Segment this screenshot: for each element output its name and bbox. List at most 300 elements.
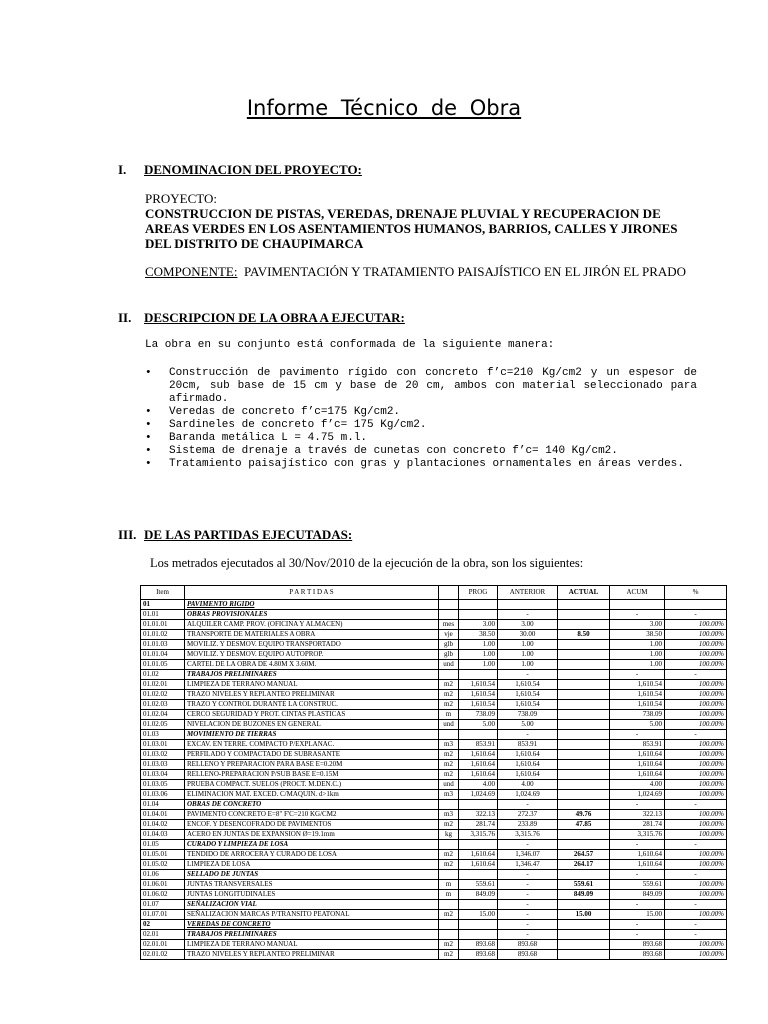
table-row (141, 920, 727, 930)
component-value: PAVIMENTACIÓN Y TRATAMIENTO PAISAJÍSTICO EN EL JIRÓN EL PRADO (243, 264, 687, 279)
cell-percent: 100.00% (665, 740, 727, 750)
table-row (141, 660, 727, 670)
cell-acum: 853.91 (610, 740, 665, 750)
cell-acum: - (610, 610, 665, 620)
cell-description: TRAZO Y CONTROL DURANTE LA CONSTRUC. (185, 700, 439, 710)
cell-actual (558, 640, 610, 650)
cell-actual: 849.09 (558, 890, 610, 900)
cell-item: 01.02.01 (141, 680, 185, 690)
cell-item: 01.01.01 (141, 620, 185, 630)
cell-description: LIMPIEZA DE TERRANO MANUAL (185, 680, 439, 690)
cell-prog: 1,610.64 (459, 860, 498, 870)
cell-description: MOVILIZ. Y DESMOV. EQUIPO AUTOPROP. (185, 650, 439, 660)
cell-description: PAVIMENTO RIGIDO (185, 600, 439, 610)
header-partidas: P A R T I D A S (185, 586, 439, 600)
bullet-text: Tratamiento paisajístico con gras y plantaciones ornamentales en áreas verdes. (169, 458, 684, 470)
cell-description: ALQUILER CAMP. PROV. (OFICINA Y ALMACEN) (185, 620, 439, 630)
table-row (141, 610, 727, 620)
table-row (141, 810, 727, 820)
table-row (141, 900, 727, 910)
cell-prog: 1,610.64 (459, 760, 498, 770)
component-line (145, 264, 705, 279)
cell-description: VEREDAS DE CONCRETO (185, 920, 439, 930)
table-row (141, 740, 727, 750)
cell-unit: m2 (439, 940, 459, 950)
cell-acum: 1.00 (610, 640, 665, 650)
cell-acum: - (610, 920, 665, 930)
cell-actual (558, 900, 610, 910)
table-row (141, 890, 727, 900)
bullet-glyph: • (145, 367, 152, 379)
cell-actual (558, 760, 610, 770)
cell-anterior: 5.00 (498, 720, 558, 730)
table-row (141, 830, 727, 840)
bullet-text: Baranda metálica L = 4.75 m.l. (169, 432, 368, 444)
cell-percent: 100.00% (665, 770, 727, 780)
cell-percent: 100.00% (665, 860, 727, 870)
cell-percent: 100.00% (665, 680, 727, 690)
section-title: DESCRIPCION DE LA OBRA A EJECUTAR: (144, 310, 405, 325)
cell-acum: 893.68 (610, 950, 665, 960)
cell-percent: 100.00% (665, 820, 727, 830)
table-row (141, 840, 727, 850)
cell-prog: 849.09 (459, 890, 498, 900)
table-header-row (141, 586, 727, 600)
cell-actual (558, 700, 610, 710)
cell-prog: 1,610.54 (459, 690, 498, 700)
cell-percent: 100.00% (665, 940, 727, 950)
cell-description: LIMPIEZA DE LOSA (185, 860, 439, 870)
cell-description: JUNTAS LONGITUDINALES (185, 890, 439, 900)
cell-description: SELLADO DE JUNTAS (185, 870, 439, 880)
cell-prog: 1,610.54 (459, 700, 498, 710)
cell-item: 02.01.02 (141, 950, 185, 960)
cell-prog: 1.00 (459, 650, 498, 660)
cell-prog: 1.00 (459, 640, 498, 650)
metrados-sentence: Los metrados ejecutados al 30/Nov/2010 de la ejecución de la obra, son los siguientes: (150, 556, 584, 570)
cell-percent: 100.00% (665, 650, 727, 660)
table-row (141, 600, 727, 610)
cell-description: OBRAS PROVISIONALES (185, 610, 439, 620)
cell-actual (558, 940, 610, 950)
cell-unit (439, 800, 459, 810)
cell-item: 01 (141, 600, 185, 610)
table-row (141, 870, 727, 880)
cell-percent: 100.00% (665, 880, 727, 890)
cell-description: RELLENO-PREPARACION P/SUB BASE E=0.15M (185, 770, 439, 780)
cell-unit: m2 (439, 690, 459, 700)
cell-percent: 100.00% (665, 640, 727, 650)
cell-unit: m3 (439, 810, 459, 820)
cell-unit: und (439, 780, 459, 790)
cell-item: 01.07.01 (141, 910, 185, 920)
cell-actual (558, 620, 610, 630)
table-row (141, 640, 727, 650)
header-actual: ACTUAL (558, 586, 610, 600)
cell-unit: m2 (439, 680, 459, 690)
table-row (141, 670, 727, 680)
cell-actual (558, 950, 610, 960)
cell-item: 01.05.01 (141, 850, 185, 860)
table-row (141, 690, 727, 700)
cell-actual: 559.61 (558, 880, 610, 890)
cell-unit: m2 (439, 860, 459, 870)
cell-percent: 100.00% (665, 780, 727, 790)
cell-actual (558, 730, 610, 740)
cell-item: 01.02 (141, 670, 185, 680)
table-row (141, 780, 727, 790)
cell-acum: - (610, 840, 665, 850)
cell-actual (558, 610, 610, 620)
header-item: Item (141, 586, 185, 600)
cell-acum: - (610, 730, 665, 740)
cell-acum: 1,610.54 (610, 700, 665, 710)
cell-prog: 38.50 (459, 630, 498, 640)
project-label: PROYECTO: (145, 191, 217, 206)
cell-unit (439, 610, 459, 620)
cell-actual (558, 690, 610, 700)
cell-anterior: - (498, 870, 558, 880)
cell-prog (459, 920, 498, 930)
table-row (141, 950, 727, 960)
cell-prog: 853.91 (459, 740, 498, 750)
cell-actual (558, 840, 610, 850)
cell-prog: 281.74 (459, 820, 498, 830)
cell-actual (558, 720, 610, 730)
cell-prog: 1,610.64 (459, 770, 498, 780)
cell-prog: 1,024.69 (459, 790, 498, 800)
cell-prog (459, 840, 498, 850)
cell-percent: 100.00% (665, 620, 727, 630)
cell-acum: 322.13 (610, 810, 665, 820)
cell-percent: 100.00% (665, 950, 727, 960)
cell-item: 01.03.05 (141, 780, 185, 790)
cell-actual (558, 800, 610, 810)
cell-item: 02.01 (141, 930, 185, 940)
cell-item: 01.06.01 (141, 880, 185, 890)
partidas-table (140, 585, 727, 960)
cell-prog (459, 670, 498, 680)
cell-item: 01.04 (141, 800, 185, 810)
cell-unit: glb (439, 640, 459, 650)
table-row (141, 860, 727, 870)
cell-anterior: - (498, 730, 558, 740)
cell-unit (439, 900, 459, 910)
cell-unit: m2 (439, 820, 459, 830)
cell-prog (459, 900, 498, 910)
cell-acum: - (610, 800, 665, 810)
cell-anterior: 233.89 (498, 820, 558, 830)
table-row (141, 750, 727, 760)
cell-anterior: - (498, 670, 558, 680)
cell-description: SEÑALIZACION MARCAS P/TRANSITO PEATONAL (185, 910, 439, 920)
bullet-item (145, 432, 697, 445)
cell-acum: 1,610.54 (610, 680, 665, 690)
cell-acum: - (610, 930, 665, 940)
cell-actual (558, 650, 610, 660)
cell-description: MOVILIZ. Y DESMOV. EQUIPO TRANSPORTADO (185, 640, 439, 650)
cell-anterior: 1.00 (498, 650, 558, 660)
cell-anterior: 4.00 (498, 780, 558, 790)
cell-unit (439, 600, 459, 610)
cell-description: LIMPIEZA DE TERRANO MANUAL (185, 940, 439, 950)
cell-anterior: 1.00 (498, 660, 558, 670)
cell-anterior: 1,610.54 (498, 690, 558, 700)
cell-unit: und (439, 720, 459, 730)
cell-item: 02.01.01 (141, 940, 185, 950)
cell-prog: 322.13 (459, 810, 498, 820)
cell-actual (558, 830, 610, 840)
cell-description: ENCOF. Y DESENCOFRADO DE PAVIMENTOS (185, 820, 439, 830)
cell-description: CURADO Y LIMPIEZA DE LOSA (185, 840, 439, 850)
cell-percent: 100.00% (665, 790, 727, 800)
cell-actual: 264.17 (558, 860, 610, 870)
bullet-item (145, 458, 697, 471)
cell-anterior: - (498, 890, 558, 900)
cell-item: 01.01.05 (141, 660, 185, 670)
cell-anterior: 1,024.69 (498, 790, 558, 800)
cell-prog: 1,610.64 (459, 850, 498, 860)
cell-unit: m (439, 890, 459, 900)
cell-acum: 4.00 (610, 780, 665, 790)
table-row (141, 730, 727, 740)
cell-anterior: 3,315.76 (498, 830, 558, 840)
cell-percent: 100.00% (665, 720, 727, 730)
bullet-item (145, 445, 697, 458)
cell-acum: 1,610.64 (610, 770, 665, 780)
bullet-text: Construcción de pavimento rígido con concreto f’c=210 Kg/cm2 y un espesor de 20cm, sub base de 15 cm y base de 20 cm, ambos con material seleccionado para afirmado. (169, 367, 697, 405)
table-body (141, 600, 727, 960)
section-1-heading (118, 162, 362, 178)
cell-item: 01.01.03 (141, 640, 185, 650)
cell-percent: 100.00% (665, 760, 727, 770)
cell-percent: 100.00% (665, 910, 727, 920)
cell-item: 01.02.02 (141, 690, 185, 700)
cell-percent: 100.00% (665, 830, 727, 840)
cell-percent: 100.00% (665, 710, 727, 720)
cell-item: 01.06 (141, 870, 185, 880)
cell-anterior: 1,610.54 (498, 700, 558, 710)
cell-item: 01.04.01 (141, 810, 185, 820)
cell-acum: 849.09 (610, 890, 665, 900)
document-title: Informe Técnico de Obra (246, 96, 522, 120)
table-row (141, 650, 727, 660)
cell-unit: m2 (439, 950, 459, 960)
cell-actual (558, 740, 610, 750)
cell-anterior: - (498, 800, 558, 810)
bullet-text: Veredas de concreto f’c=175 Kg/cm2. (169, 406, 401, 418)
cell-percent: - (665, 900, 727, 910)
cell-percent: - (665, 730, 727, 740)
cell-prog (459, 730, 498, 740)
cell-percent: 100.00% (665, 810, 727, 820)
cell-description: JUNTAS TRANSVERSALES (185, 880, 439, 890)
cell-item: 01.03.02 (141, 750, 185, 760)
cell-anterior: 1.00 (498, 640, 558, 650)
bullet-glyph: • (145, 445, 152, 457)
cell-anterior: 893.68 (498, 950, 558, 960)
header-prog: PROG (459, 586, 498, 600)
cell-unit: m2 (439, 760, 459, 770)
cell-description: TRABAJOS PRELIMINARES (185, 930, 439, 940)
header-percent: % (665, 586, 727, 600)
cell-item: 01.03.01 (141, 740, 185, 750)
cell-description: TRABAJOS PRELIMINARES (185, 670, 439, 680)
cell-item: 01.01.02 (141, 630, 185, 640)
bullet-text: Sistema de drenaje a través de cunetas con concreto f’c= 140 Kg/cm2. (169, 445, 618, 457)
cell-actual (558, 660, 610, 670)
description-bullets (145, 367, 697, 471)
section-number: III. (118, 527, 137, 542)
cell-anterior (498, 600, 558, 610)
cell-item: 01.03.03 (141, 760, 185, 770)
cell-description: TRAZO NIVELES Y REPLANTEO PRELIMINAR (185, 690, 439, 700)
component-label: COMPONENTE: (145, 264, 238, 279)
cell-acum: 738.09 (610, 710, 665, 720)
cell-description: TRANSPORTE DE MATERIALES A OBRA (185, 630, 439, 640)
cell-acum: 1,610.64 (610, 860, 665, 870)
cell-description: SEÑALIZACION VIAL (185, 900, 439, 910)
cell-unit: kg (439, 830, 459, 840)
cell-acum: - (610, 870, 665, 880)
table-row (141, 710, 727, 720)
cell-unit (439, 920, 459, 930)
cell-item: 01.04.03 (141, 830, 185, 840)
cell-prog (459, 800, 498, 810)
cell-unit: m2 (439, 850, 459, 860)
cell-unit: glb (439, 650, 459, 660)
header-acum: ACUM (610, 586, 665, 600)
cell-percent: - (665, 920, 727, 930)
section-title: DENOMINACION DEL PROYECTO: (144, 162, 362, 177)
cell-actual: 49.76 (558, 810, 610, 820)
cell-percent: - (665, 870, 727, 880)
cell-acum: 1,610.54 (610, 690, 665, 700)
table-row (141, 880, 727, 890)
cell-item: 02 (141, 920, 185, 930)
cell-anterior: - (498, 930, 558, 940)
cell-acum: 1,024.69 (610, 790, 665, 800)
cell-actual (558, 790, 610, 800)
table-row (141, 800, 727, 810)
cell-unit (439, 930, 459, 940)
cell-prog: 15.00 (459, 910, 498, 920)
section-number: I. (118, 162, 127, 177)
cell-percent: - (665, 670, 727, 680)
bullet-item (145, 406, 697, 419)
cell-prog (459, 610, 498, 620)
cell-description: ELIMINACION MAT. EXCED. C/MAQUIN. d>1km (185, 790, 439, 800)
cell-item: 01.03.06 (141, 790, 185, 800)
header-unit (439, 586, 459, 600)
cell-actual (558, 770, 610, 780)
table-row (141, 720, 727, 730)
cell-anterior: - (498, 880, 558, 890)
cell-actual (558, 750, 610, 760)
section-3-heading (118, 527, 352, 543)
cell-prog: 893.68 (459, 940, 498, 950)
cell-item: 01.01 (141, 610, 185, 620)
cell-acum: - (610, 670, 665, 680)
cell-unit: vje (439, 630, 459, 640)
cell-unit (439, 730, 459, 740)
cell-acum: 1,610.64 (610, 750, 665, 760)
table-row (141, 820, 727, 830)
cell-acum: 1,610.64 (610, 850, 665, 860)
cell-percent: - (665, 930, 727, 940)
cell-prog (459, 930, 498, 940)
cell-prog: 4.00 (459, 780, 498, 790)
cell-item: 01.01.04 (141, 650, 185, 660)
cell-actual (558, 920, 610, 930)
cell-acum: 3,315.76 (610, 830, 665, 840)
cell-percent: - (665, 800, 727, 810)
cell-anterior: 1,610.54 (498, 680, 558, 690)
cell-item: 01.02.05 (141, 720, 185, 730)
header-anterior: ANTERIOR (498, 586, 558, 600)
cell-anterior: 1,610.64 (498, 760, 558, 770)
cell-anterior: - (498, 840, 558, 850)
cell-acum: 15.00 (610, 910, 665, 920)
cell-acum: 1.00 (610, 650, 665, 660)
section-number: II. (118, 310, 132, 325)
cell-percent (665, 600, 727, 610)
cell-anterior: 893.68 (498, 940, 558, 950)
table-row (141, 850, 727, 860)
cell-unit (439, 840, 459, 850)
cell-description: OBRAS DE CONCRETO (185, 800, 439, 810)
cell-unit: m2 (439, 910, 459, 920)
cell-acum: - (610, 900, 665, 910)
cell-unit (439, 670, 459, 680)
table-row (141, 770, 727, 780)
cell-item: 01.07 (141, 900, 185, 910)
cell-actual: 8.50 (558, 630, 610, 640)
cell-anterior: 738.09 (498, 710, 558, 720)
cell-prog: 1,610.64 (459, 750, 498, 760)
cell-percent: 100.00% (665, 750, 727, 760)
table-row (141, 930, 727, 940)
bullet-glyph: • (145, 419, 152, 431)
cell-item: 01.03 (141, 730, 185, 740)
table-row (141, 910, 727, 920)
cell-actual (558, 930, 610, 940)
table-row (141, 790, 727, 800)
table-row (141, 630, 727, 640)
cell-prog: 5.00 (459, 720, 498, 730)
cell-item: 01.05.02 (141, 860, 185, 870)
cell-actual (558, 710, 610, 720)
cell-anterior: 853.91 (498, 740, 558, 750)
cell-description: NIVELACION DE BUZONES EN GENERAL (185, 720, 439, 730)
cell-prog: 3,315.76 (459, 830, 498, 840)
cell-item: 01.02.04 (141, 710, 185, 720)
cell-unit: m2 (439, 750, 459, 760)
cell-unit (439, 870, 459, 880)
cell-anterior: 1,346.07 (498, 850, 558, 860)
bullet-glyph: • (145, 458, 152, 470)
cell-description: RELLENO Y PREPARACION PARA BASE E=0.20M (185, 760, 439, 770)
cell-description: TRAZO NIVELES Y REPLANTEO PRELIMINAR (185, 950, 439, 960)
cell-prog: 3.00 (459, 620, 498, 630)
cell-prog: 1,610.54 (459, 680, 498, 690)
cell-acum (610, 600, 665, 610)
section-2-heading (118, 310, 405, 326)
cell-prog: 738.09 (459, 710, 498, 720)
cell-unit: m (439, 710, 459, 720)
cell-unit: m3 (439, 740, 459, 750)
cell-percent: 100.00% (665, 690, 727, 700)
